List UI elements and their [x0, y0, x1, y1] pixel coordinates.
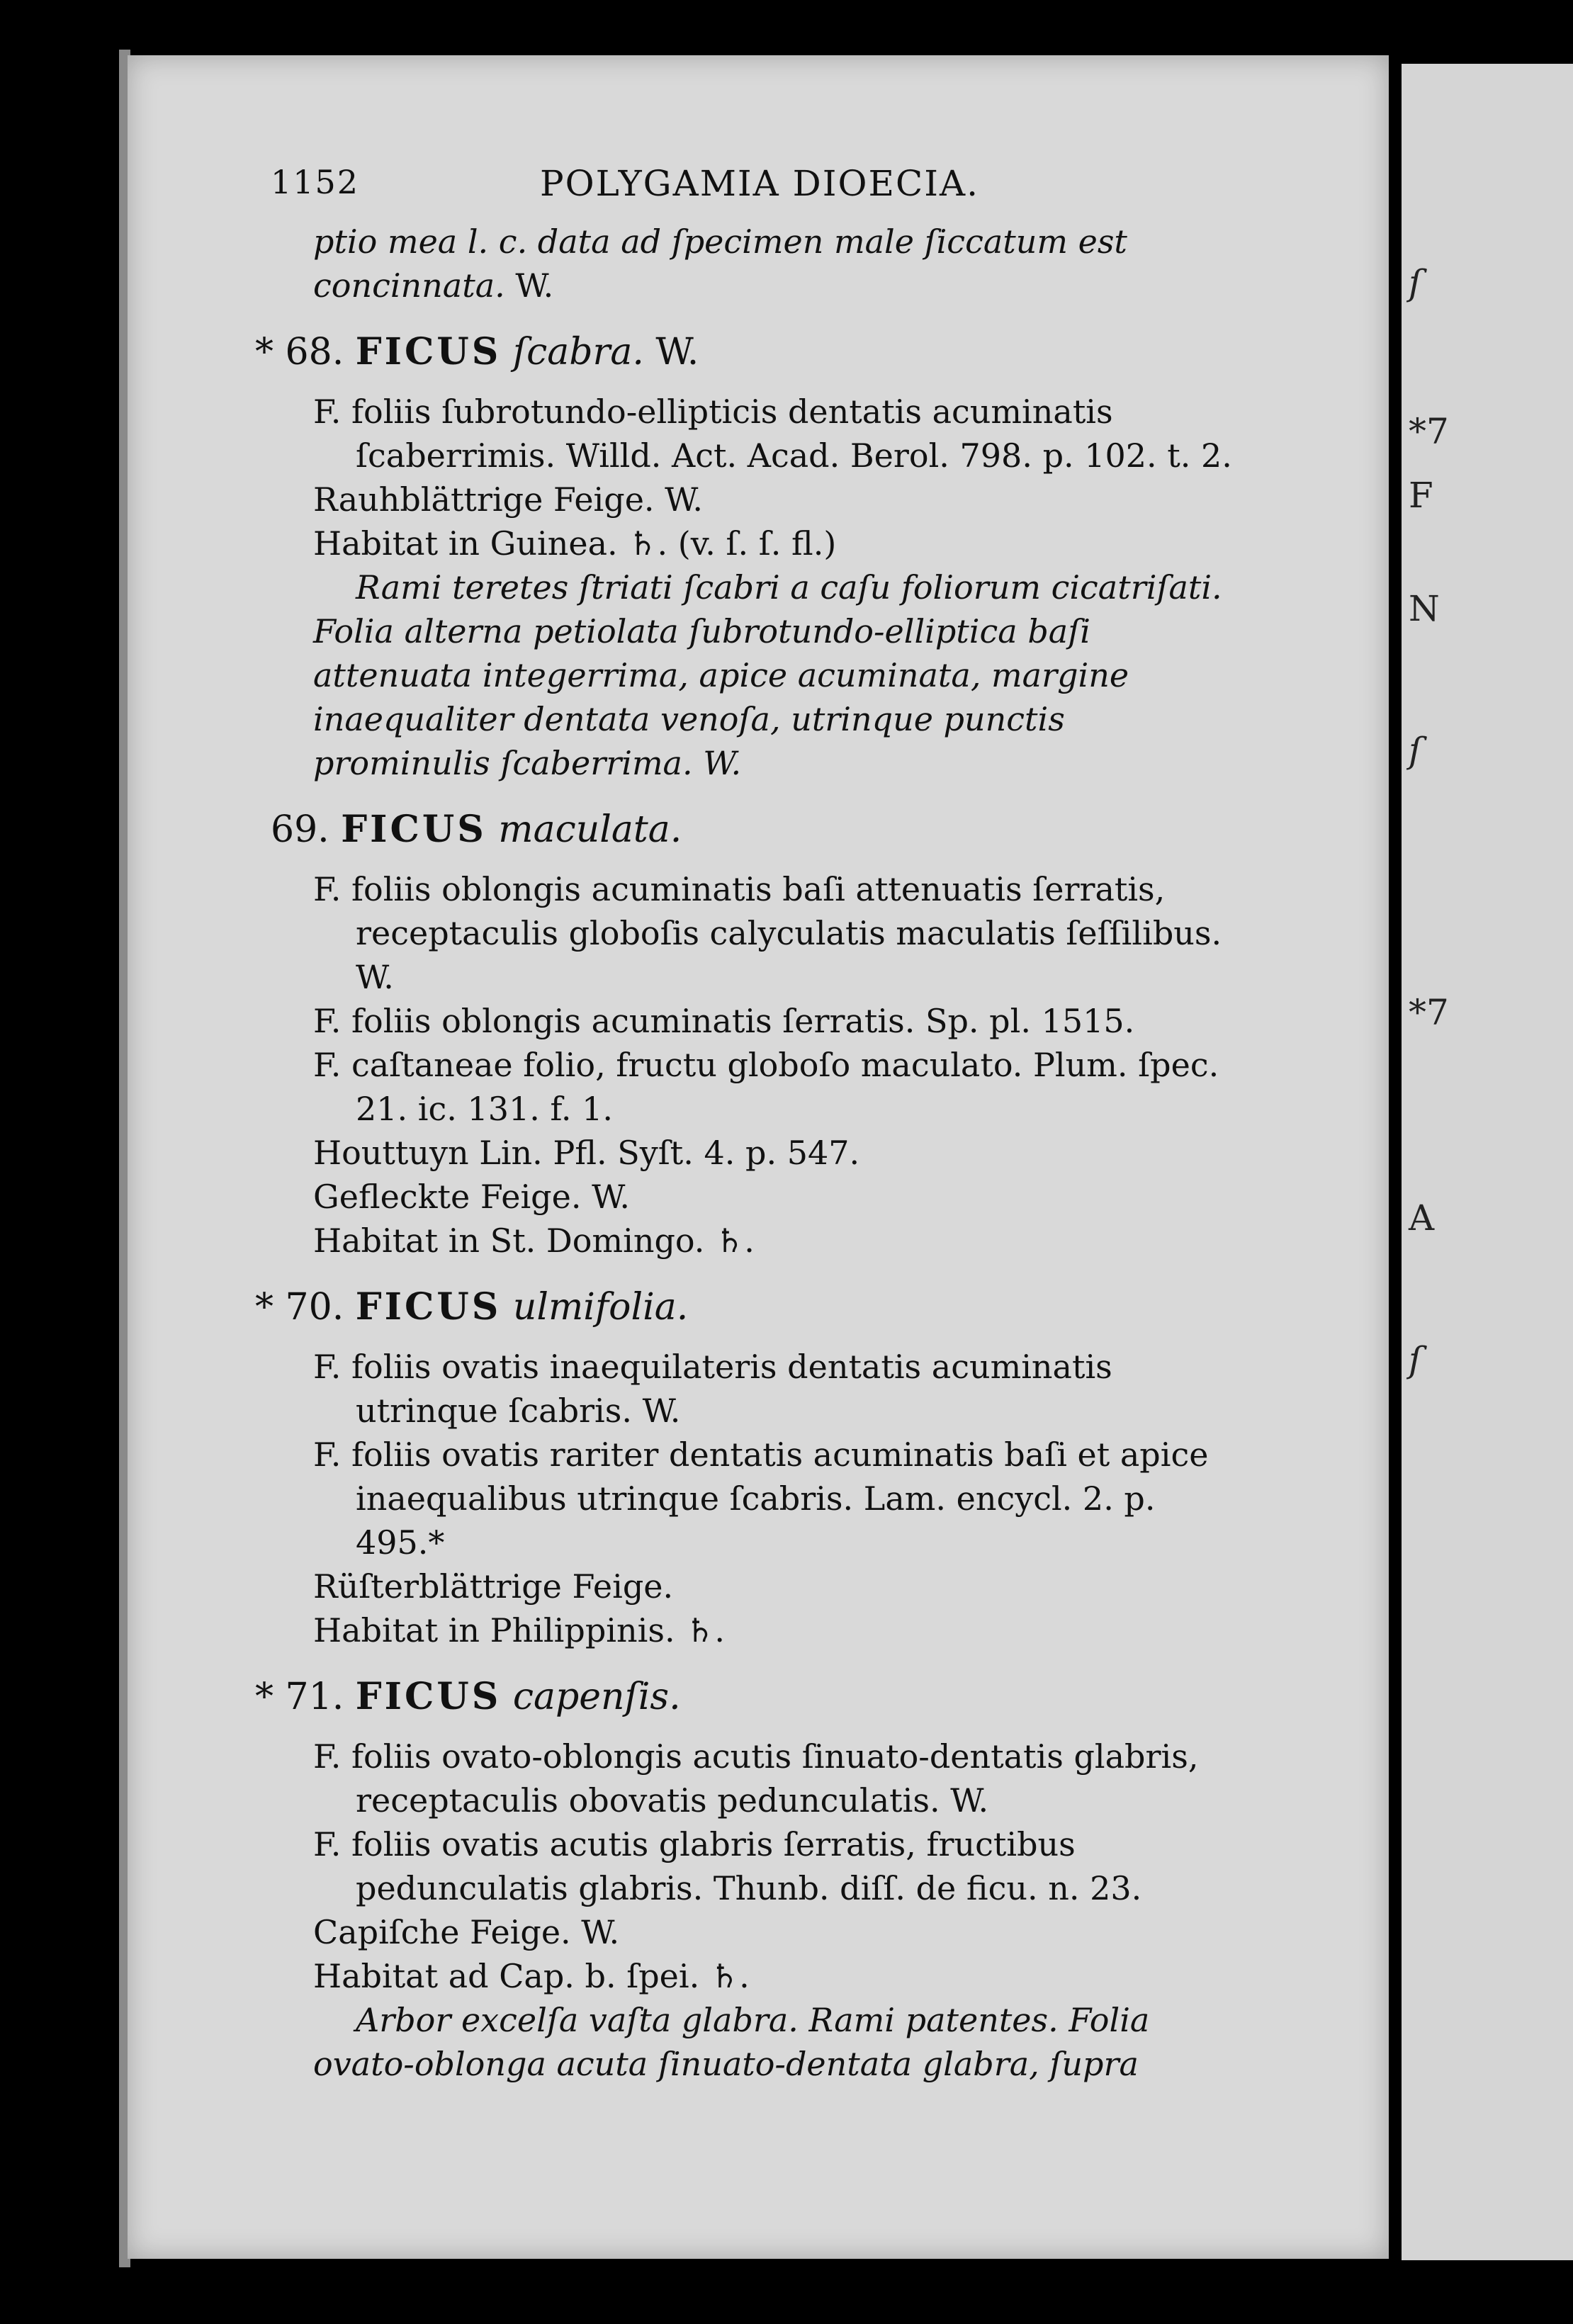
entry-line: Gefleckte Feige. W. — [313, 1178, 630, 1216]
entry-mark: * — [255, 1286, 274, 1329]
entry-genus: FICUS — [341, 808, 487, 851]
fragment-text: ſ — [1409, 730, 1422, 771]
entry-number: 69. — [271, 808, 329, 851]
entry-heading — [255, 1672, 1277, 1722]
entry-genus: FICUS — [355, 1675, 502, 1718]
entry-line: Habitat in Guinea. ♄. (v. ſ. ſ. fl.) — [313, 524, 837, 563]
page-number: 1152 — [271, 163, 360, 201]
running-title: POLYGAMIA DIOECIA. — [540, 163, 979, 204]
fragment-text: ſ — [1409, 1339, 1422, 1380]
species-entry — [255, 327, 1277, 785]
entry-genus: FICUS — [355, 1285, 502, 1329]
fragment-text: F — [1409, 475, 1433, 516]
entry-number: 68. — [285, 331, 344, 373]
entry-line: F. caſtaneae folio, fructu globoſo maculato. Plum. ſpec. 21. ic. 131. f. 1. — [313, 1046, 1219, 1128]
fragment-text: A — [1409, 1197, 1435, 1239]
entry-line: F. foliis oblongis acuminatis ſerratis. Sp. pl. 1515. — [313, 1002, 1135, 1040]
adjacent-page-fragment — [1402, 64, 1573, 2260]
species-entry — [255, 1672, 1277, 2086]
entry-number: 71. — [285, 1676, 344, 1718]
continuation-body: ptio mea l. c. data ad ſpecimen male ſiccatum est concinnata. — [313, 222, 1127, 305]
continuation-text — [271, 220, 1263, 308]
entry-epithet: ſcabra. — [512, 331, 644, 373]
entry-epithet: capenſis. — [512, 1676, 681, 1718]
entry-line: F. foliis ovato-oblongis acutis ſinuato-dentatis glabris, receptaculis obovatis pedunculatis. W. — [313, 1737, 1199, 1820]
entry-heading — [255, 327, 1277, 377]
entry-line: F. foliis oblongis acuminatis baſi attenuatis ſerratis, receptaculis globoſis calyculatis maculatis ſeſſilibus. W. — [313, 870, 1222, 996]
entry-line: F. foliis ſubrotundo-ellipticis dentatis acuminatis ſcaberrimis. Willd. Act. Acad. Berol. 798. p. 102. t. 2. — [313, 393, 1232, 475]
species-entry — [271, 805, 1277, 1263]
entry-line: Capiſche Feige. W. — [313, 1913, 620, 1951]
entry-line: F. foliis ovatis acutis glabris ſerratis, fructibus pedunculatis glabris. Thunb. diſſ. de ficu. n. 23. — [313, 1825, 1142, 1907]
entry-heading — [271, 805, 1277, 854]
entry-mark: * — [255, 331, 274, 373]
continuation-authority: W. — [515, 266, 554, 305]
entry-description: Rami teretes ſtriati ſcabri a caſu foliorum cicatriſati. Folia alterna petiolata ſubrotundo-elliptica baſi attenuata integerrima, apice acuminata, margine inaequaliter dentata venoſa, utrinque punctis prominulis ſcaberrima. W. — [313, 568, 1222, 782]
entry-line: Rauhblättrige Feige. W. — [313, 480, 704, 519]
page-content — [255, 163, 1277, 2086]
entry-line: Habitat ad Cap. b. ſpei. ♄. — [313, 1957, 750, 1995]
entry-number: 70. — [285, 1286, 344, 1329]
entry-heading — [255, 1282, 1277, 1332]
entry-genus: FICUS — [355, 330, 502, 373]
entry-line: Habitat in St. Domingo. ♄. — [313, 1222, 755, 1260]
entry-description: Arbor excelſa vaſta glabra. Rami patentes. Folia ovato-oblonga acuta ſinuato-dentata glabra, ſupra — [313, 2001, 1150, 2083]
running-header — [271, 163, 1277, 220]
entry-epithet: maculata. — [498, 808, 682, 851]
entry-line: F. foliis ovatis inaequilateris dentatis acuminatis utrinque ſcabris. W. — [313, 1348, 1112, 1430]
entry-line: Rüſterblättrige Feige. — [313, 1567, 674, 1606]
entry-epithet: ulmifolia. — [512, 1286, 689, 1329]
entry-line: Habitat in Philippinis. ♄. — [313, 1611, 726, 1649]
species-entries — [255, 327, 1277, 2086]
fragment-text: *7 — [1409, 411, 1449, 452]
entry-author: W. — [655, 331, 699, 373]
entry-mark: * — [255, 1676, 274, 1718]
fragment-text: N — [1409, 588, 1440, 629]
entry-line: F. foliis ovatis rariter dentatis acuminatis baſi et apice inaequalibus utrinque ſcabris. Lam. encycl. 2. p. 495.* — [313, 1435, 1209, 1562]
fragment-text: ſ — [1409, 262, 1422, 303]
fragment-text: *7 — [1409, 992, 1449, 1033]
species-entry — [255, 1282, 1277, 1652]
entry-line: Houttuyn Lin. Pfl. Syſt. 4. p. 547. — [313, 1134, 860, 1172]
